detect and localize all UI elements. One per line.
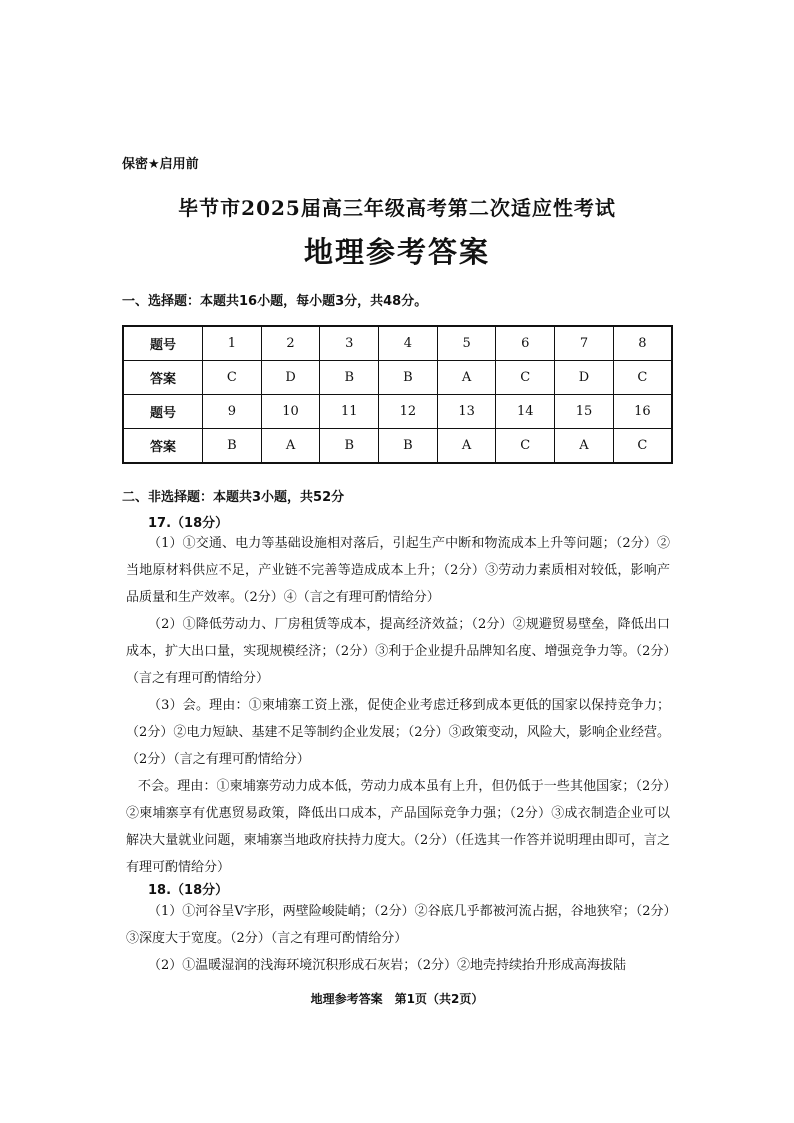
- table-cell: 4: [379, 326, 438, 361]
- table-cell: B: [379, 361, 438, 395]
- table-cell: 15: [555, 395, 614, 429]
- table-cell: D: [555, 361, 614, 395]
- table-row: [123, 361, 672, 395]
- q17-part3-alt: 不会。理由：①柬埔寨劳动力成本低，劳动力成本虽有上升，但仍低于一些其他国家；（2分）②柬埔寨享有优惠贸易政策，降低出口成本，产品国际竞争力强；（2分）③成衣制造企业可以解决大量就业问题，柬埔寨当地政府扶持力度大。（2分）（任选其一作答并说明理由即可，言之有理可酌情给分）: [126, 779, 670, 875]
- row-label-answer: 答案: [123, 361, 203, 395]
- q18-part2: （2）①温暖湿润的浅海环境沉积形成石灰岩；（2分）②地壳持续抬升形成高海拔陆: [148, 958, 627, 973]
- section2-heading: 二、非选择题：本题共3小题，共52分: [122, 490, 345, 505]
- table-row: [123, 395, 672, 429]
- table-cell: 13: [437, 395, 496, 429]
- q17-part2: （2）①降低劳动力、厂房租赁等成本，提高经济效益；（2分）②规避贸易壁垒，降低出口成本，扩大出口量，实现规模经济；（2分）③利于企业提升品牌知名度、增强竞争力等。（2分）（言之有理可酌情给分）: [126, 617, 670, 686]
- table-row: [123, 429, 672, 464]
- table-cell: A: [437, 361, 496, 395]
- table-cell: D: [261, 361, 320, 395]
- table-cell: C: [613, 429, 672, 464]
- table-cell: 16: [613, 395, 672, 429]
- table-cell: 5: [437, 326, 496, 361]
- question-18-title: 18.（18分）: [148, 883, 229, 898]
- q17-part1: （1）①交通、电力等基础设施相对落后，引起生产中断和物流成本上升等问题；（2分）②当地原材料供应不足，产业链不完善等造成成本上升；（2分）③劳动力素质相对较低，影响产品质量和生产效率。（2分）④（言之有理可酌情给分）: [126, 536, 670, 605]
- table-cell: 3: [320, 326, 379, 361]
- table-cell: 10: [261, 395, 320, 429]
- q18-part1: （1）①河谷呈V字形，两壁险峻陡峭；（2分）②谷底几乎都被河流占据，谷地狭窄；（2分）③深度大于宽度。（2分）（言之有理可酌情给分）: [126, 904, 670, 946]
- page-footer: 地理参考答案 第1页（共2页）: [310, 992, 484, 1006]
- table-cell: A: [437, 429, 496, 464]
- table-cell: B: [203, 429, 262, 464]
- exam-title: 毕节市2025届高三年级高考第二次适应性考试: [178, 196, 616, 220]
- row-label-number: 题号: [123, 326, 203, 361]
- table-cell: B: [320, 429, 379, 464]
- table-cell: 7: [555, 326, 614, 361]
- section1-heading: 一、选择题：本题共16小题，每小题3分，共48分。: [122, 294, 428, 309]
- table-cell: 12: [379, 395, 438, 429]
- document-subtitle: 地理参考答案: [303, 235, 490, 269]
- row-label-number: 题号: [123, 395, 203, 429]
- table-cell: A: [261, 429, 320, 464]
- table-cell: C: [496, 361, 555, 395]
- row-label-answer: 答案: [123, 429, 203, 464]
- table-cell: B: [379, 429, 438, 464]
- table-cell: 1: [203, 326, 262, 361]
- table-cell: C: [203, 361, 262, 395]
- table-cell: 8: [613, 326, 672, 361]
- confidential-label: 保密★启用前: [122, 157, 199, 172]
- table-cell: 14: [496, 395, 555, 429]
- answer-table: [122, 325, 673, 464]
- table-cell: A: [555, 429, 614, 464]
- table-cell: 9: [203, 395, 262, 429]
- table-cell: 11: [320, 395, 379, 429]
- table-cell: C: [613, 361, 672, 395]
- table-cell: 6: [496, 326, 555, 361]
- q17-part3: （3）会。理由：①柬埔寨工资上涨，促使企业考虑迁移到成本更低的国家以保持竞争力；（2分）②电力短缺、基建不足等制约企业发展；（2分）③政策变动，风险大，影响企业经营。（2分）（言之有理可酌情给分）: [126, 698, 670, 767]
- table-cell: C: [496, 429, 555, 464]
- table-cell: 2: [261, 326, 320, 361]
- table-cell: B: [320, 361, 379, 395]
- question-17-title: 17.（18分）: [148, 516, 229, 531]
- table-row: [123, 326, 672, 361]
